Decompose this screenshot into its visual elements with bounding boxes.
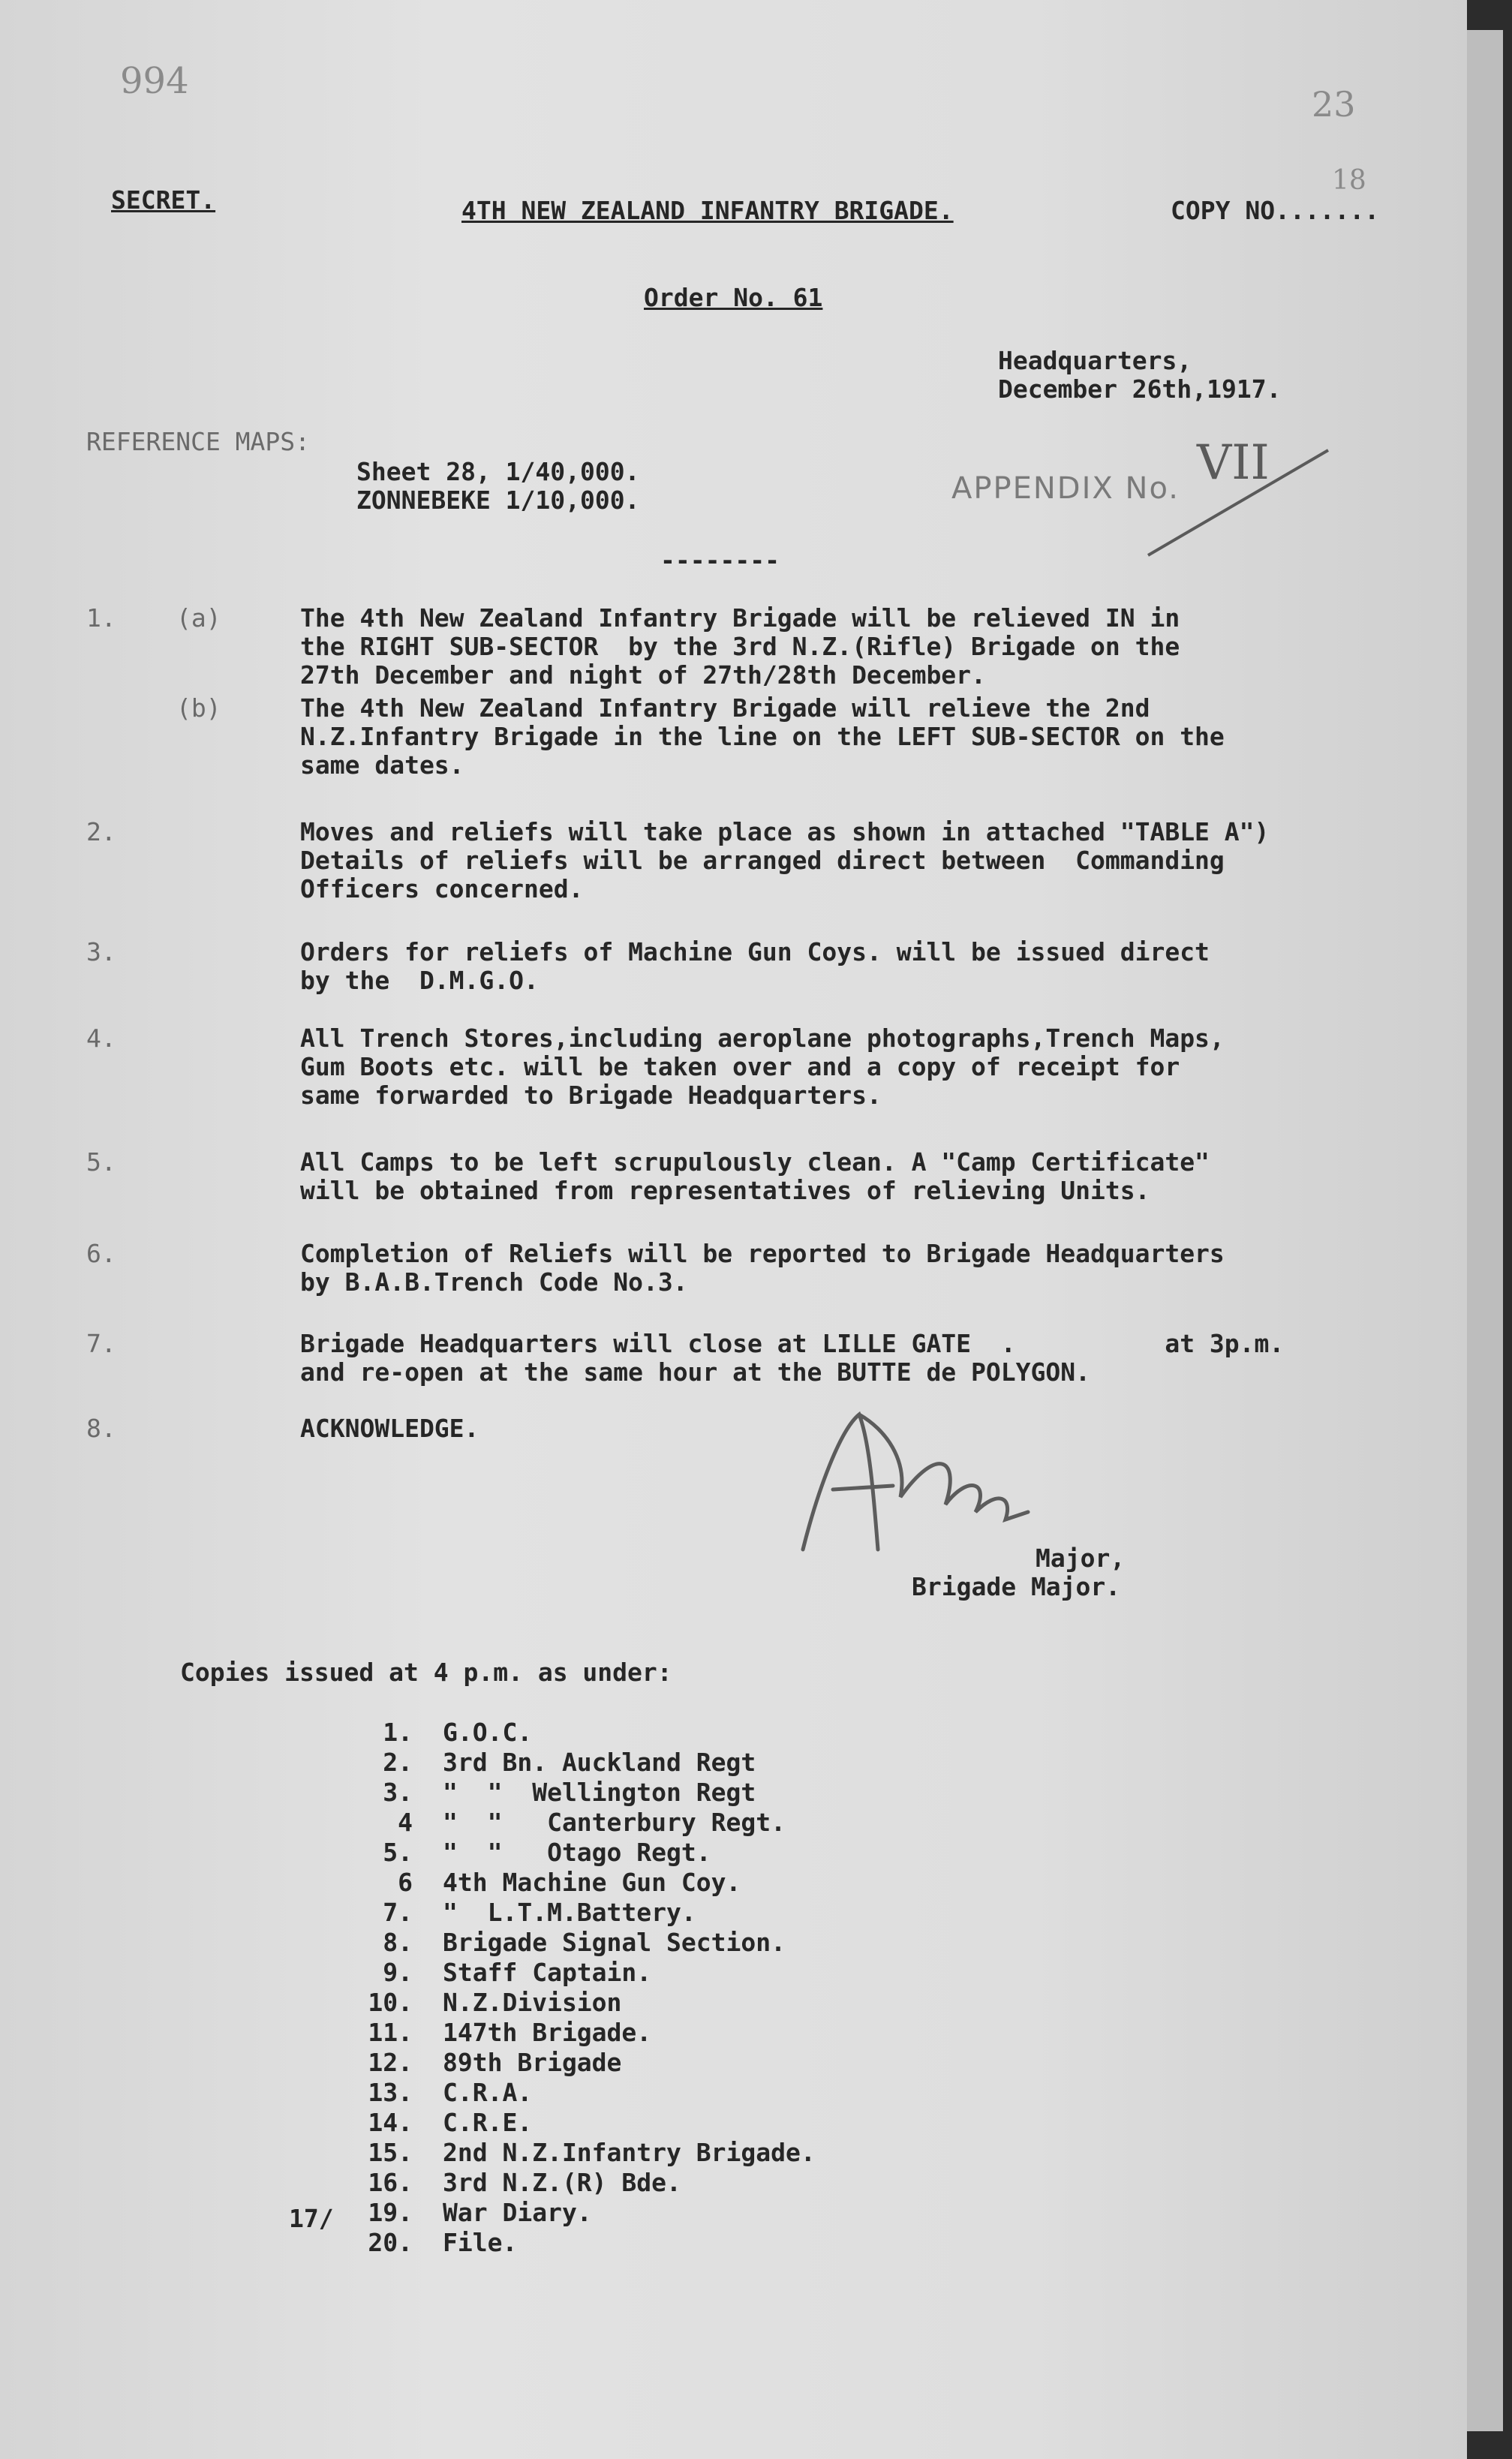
- page-number: 23: [1312, 84, 1356, 125]
- distribution-item: Brigade Signal Section.: [443, 1928, 786, 1957]
- paragraph-line: by B.A.B.Trench Code No.3.: [300, 1267, 688, 1297]
- distribution-item-number: 14.: [368, 2108, 413, 2137]
- distribution-item-number: 6: [398, 1868, 413, 1897]
- distribution-item: Staff Captain.: [443, 1958, 652, 1987]
- distribution-item: 3rd N.Z.(R) Bde.: [443, 2168, 681, 2197]
- appendix-stamp: APPENDIX No.: [951, 471, 1180, 506]
- copy-number: COPY NO.......: [1171, 196, 1380, 225]
- order-title: Order No. 61: [644, 283, 823, 312]
- distribution-item: 147th Brigade.: [443, 2018, 652, 2047]
- paragraph-line: 27th December and night of 27th/28th December.: [300, 660, 986, 690]
- paragraph-line: Officers concerned.: [300, 874, 584, 903]
- distribution-item: " " Canterbury Regt.: [443, 1808, 786, 1837]
- distribution-item-number: 13.: [368, 2078, 413, 2107]
- distribution-item: " L.T.M.Battery.: [443, 1898, 696, 1927]
- paragraph-line: Gum Boots etc. will be taken over and a copy of receipt for: [300, 1052, 1180, 1081]
- paragraph-line: The 4th New Zealand Infantry Brigade will relieve the 2nd: [300, 693, 1150, 723]
- distribution-item-number: 9.: [383, 1958, 413, 1987]
- paragraph-line: Completion of Reliefs will be reported to Brigade Headquarters: [300, 1239, 1225, 1268]
- appendix-pencil-stroke: [1141, 428, 1336, 563]
- hq-date: December 26th,1917.: [998, 374, 1282, 404]
- paragraph-line: Details of reliefs will be arranged direct between Commanding: [300, 846, 1225, 875]
- paragraph-line: same forwarded to Brigade Headquarters.: [300, 1081, 882, 1110]
- paragraph-line: All Trench Stores,including aeroplane photographs,Trench Maps,: [300, 1024, 1225, 1053]
- paragraph-line: The 4th New Zealand Infantry Brigade will be relieved IN in: [300, 603, 1180, 633]
- map-1: Sheet 28, 1/40,000.: [356, 457, 640, 486]
- separator: --------: [660, 546, 780, 575]
- paragraph-sub: (a): [176, 603, 221, 633]
- paragraph-number: 4.: [86, 1024, 116, 1053]
- distribution-item-number: 15.: [368, 2138, 413, 2167]
- signatory-appointment: Brigade Major.: [912, 1572, 1121, 1601]
- distribution-item: G.O.C.: [443, 1718, 533, 1747]
- distribution-item: 89th Brigade: [443, 2048, 622, 2077]
- distribution-item-number: 3.: [383, 1778, 413, 1807]
- distribution-item: C.R.A.: [443, 2078, 533, 2107]
- distribution-item-number: 20.: [368, 2228, 413, 2257]
- unit-heading: 4TH NEW ZEALAND INFANTRY BRIGADE.: [461, 196, 954, 225]
- distribution-item-number: 11.: [368, 2018, 413, 2047]
- paragraph-line: will be obtained from representatives of relieving Units.: [300, 1176, 1150, 1205]
- hq-line-1: Headquarters,: [998, 346, 1192, 375]
- distribution-item-number: 10.: [368, 1988, 413, 2017]
- distribution-item: War Diary.: [443, 2198, 592, 2227]
- classification: SECRET.: [111, 185, 216, 215]
- signatory-rank: Major,: [1036, 1544, 1126, 1573]
- paragraph-line: and re-open at the same hour at the BUTTE de POLYGON.: [300, 1357, 1090, 1387]
- paragraph-number: 5.: [86, 1147, 116, 1177]
- distribution-item: " " Otago Regt.: [443, 1838, 711, 1867]
- distribution-item: 2nd N.Z.Infantry Brigade.: [443, 2138, 816, 2167]
- distribution-item-number: 16.: [368, 2168, 413, 2197]
- distribution-item-number: 1.: [383, 1718, 413, 1747]
- distribution-item-number: 2.: [383, 1748, 413, 1777]
- distribution-item: " " Wellington Regt: [443, 1778, 756, 1807]
- reference-maps-label: REFERENCE MAPS:: [86, 427, 311, 456]
- distribution-item-number: 12.: [368, 2048, 413, 2077]
- copy-number-handwritten: 18: [1332, 165, 1366, 196]
- paragraph-number: 7.: [86, 1329, 116, 1358]
- margin-note: 17/: [289, 2204, 334, 2233]
- paragraph-line: same dates.: [300, 750, 464, 780]
- paragraph-line: Brigade Headquarters will close at LILLE GATE . at 3p.m.: [300, 1329, 1285, 1358]
- distribution-item-number: 8.: [383, 1928, 413, 1957]
- distribution-item-number: 7.: [383, 1898, 413, 1927]
- paragraph-number: 1.: [86, 603, 116, 633]
- paragraph-line: the RIGHT SUB-SECTOR by the 3rd N.Z.(Rifle) Brigade on the: [300, 632, 1180, 661]
- distribution-item-number: 4: [398, 1808, 413, 1837]
- distribution-item: N.Z.Division: [443, 1988, 622, 2017]
- paragraph-number: 6.: [86, 1239, 116, 1268]
- paragraph-line: Moves and reliefs will take place as shown in attached "TABLE A"): [300, 817, 1270, 846]
- paragraph-line: All Camps to be left scrupulously clean. A "Camp Certificate": [300, 1147, 1210, 1177]
- paragraph-number: 2.: [86, 817, 116, 846]
- distribution-item: C.R.E.: [443, 2108, 533, 2137]
- paragraph-line: by the D.M.G.O.: [300, 966, 539, 995]
- distribution-item-number: 19.: [368, 2198, 413, 2227]
- acknowledge: ACKNOWLEDGE.: [300, 1414, 479, 1443]
- map-2: ZONNEBEKE 1/10,000.: [356, 485, 640, 515]
- pencil-reference: 994: [120, 60, 189, 102]
- distribution-heading: Copies issued at 4 p.m. as under:: [180, 1658, 672, 1687]
- paragraph-number: 8.: [86, 1414, 116, 1443]
- distribution-item-number: 5.: [383, 1838, 413, 1867]
- paragraph-line: Orders for reliefs of Machine Gun Coys. will be issued direct: [300, 937, 1210, 966]
- distribution-item: 3rd Bn. Auckland Regt: [443, 1748, 756, 1777]
- paragraph-sub: (b): [176, 693, 221, 723]
- distribution-item: File.: [443, 2228, 518, 2257]
- paragraph-number: 3.: [86, 937, 116, 966]
- paragraph-line: N.Z.Infantry Brigade in the line on the LEFT SUB-SECTOR on the: [300, 722, 1225, 751]
- handwritten-signature: [788, 1399, 1043, 1565]
- appendix-number: VII: [1197, 435, 1270, 491]
- distribution-item: 4th Machine Gun Coy.: [443, 1868, 741, 1897]
